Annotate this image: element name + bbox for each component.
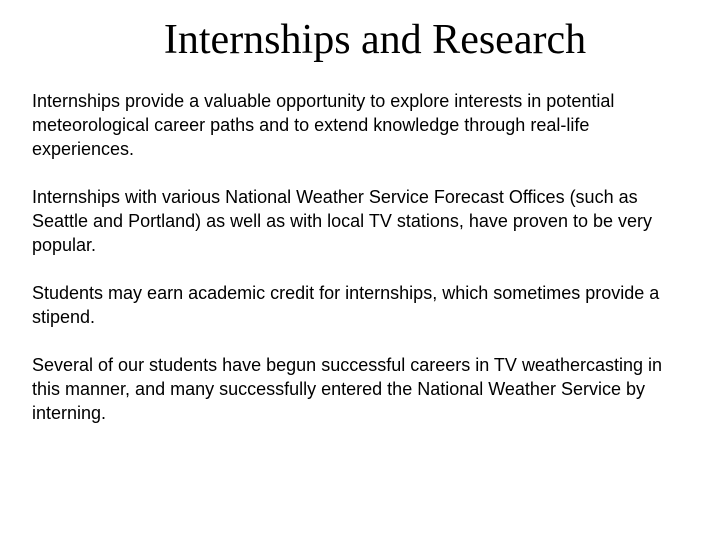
slide-body bbox=[32, 89, 692, 449]
body-paragraph: Internships provide a valuable opportunity to explore interests in potential meteorological career paths and to extend knowledge through real-life experiences. bbox=[32, 91, 615, 159]
slide-title: Internships and Research bbox=[163, 17, 587, 63]
body-paragraph: Internships with various National Weather Service Forecast Offices (such as Seattle and Portland) as well as with local TV stations, have proven to be very popular. bbox=[32, 187, 652, 255]
body-paragraph: Several of our students have begun successful careers in TV weathercasting in this manner, and many successfully entered the National Weather Service by interning. bbox=[32, 355, 663, 423]
body-paragraph: Students may earn academic credit for internships, which sometimes provide a stipend. bbox=[32, 283, 660, 327]
